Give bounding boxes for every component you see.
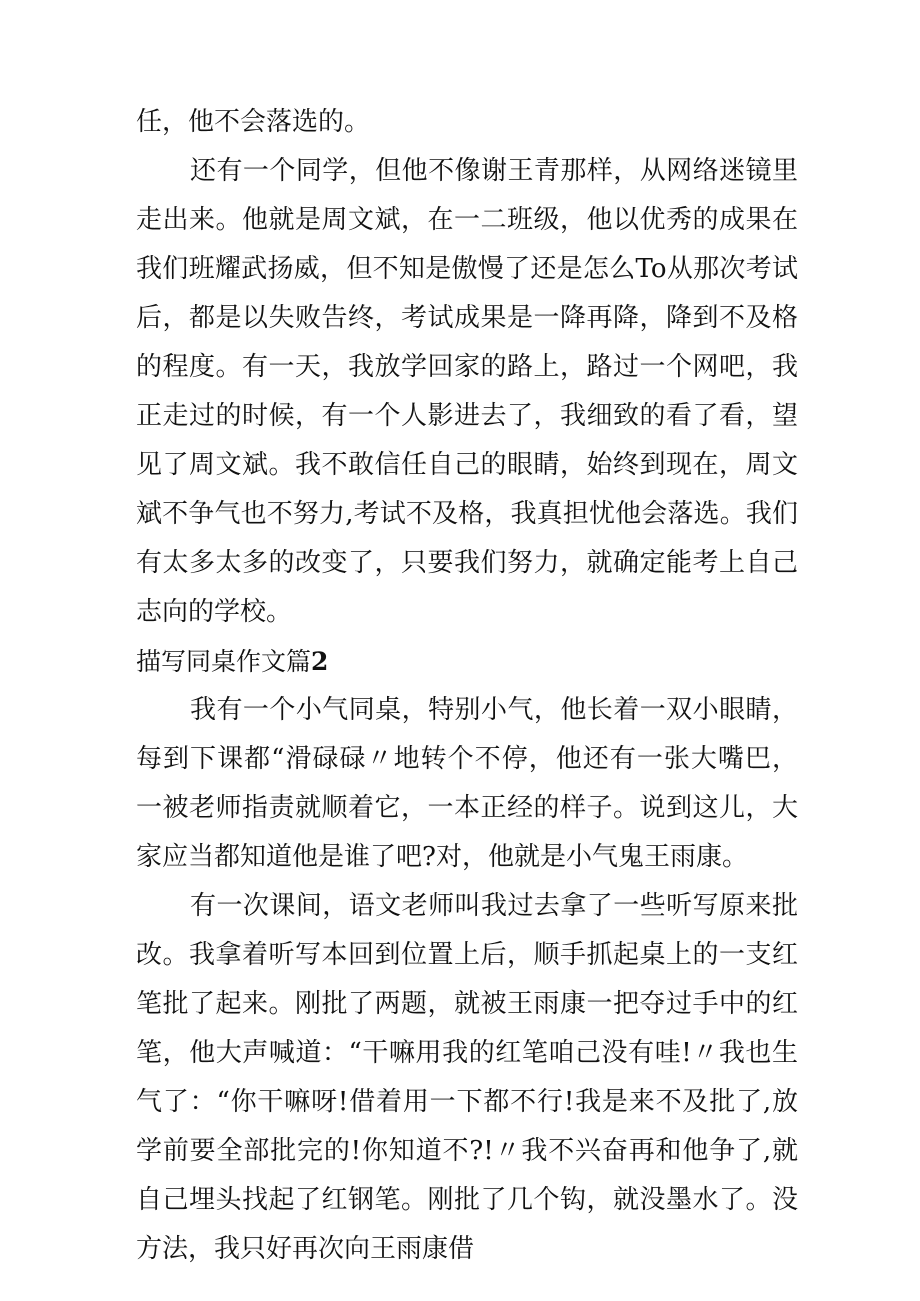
section-heading-number: 2 [311, 647, 329, 676]
paragraph-continuation: 任，他不会落选的。 [136, 107, 371, 137]
section-heading [136, 637, 798, 686]
document-body [136, 98, 798, 1274]
paragraph-stingy-deskmate: 我有一个小气同桌，特别小气，他长着一双小眼睛，每到下课都“滑碌碌〃地转个不停，他还有一张大嘴巴，一被老师指责就顺着它，一本正经的样子。说到这儿，大家应当都知道他是谁了吧?对，他就是小气鬼王雨康。 [136, 695, 798, 872]
paragraph-zhou-wenbin: 还有一个同学，但他不像谢王青那样，从网络迷镜里走出来。他就是周文斌，在一二班级，他以优秀的成果在我们班耀武扬威，但不知是傲慢了还是怎么To从那次考试后，都是以失败告终，考试成果是一降再降，降到不及格的程度。有一天，我放学回家的路上，路过一个网吧，我正走过的时候，有一个人影进去了，我细致的看了看，望见了周文斌。我不敢信任自己的眼睛，始终到现在，周文斌不争气也不努力,考试不及格，我真担忧他会落选。我们有太多太多的改变了，只要我们努力，就确定能考上自己志向的学校。 [136, 156, 798, 627]
section-heading-text: 描写同桌作文篇 [136, 647, 312, 676]
paragraph-red-pen-story: 有一次课间，语文老师叫我过去拿了一些听写原来批改。我拿着听写本回到位置上后，顺手抓起桌上的一支红笔批了起来。刚批了两题，就被王雨康一把夺过手中的红笔，他大声喊道：“干嘛用我的红笔咱己没有哇!〃我也生气了：“你干嘛呀!借着用一下都不行!我是来不及批了,放学前要全部批完的!你知道不?!〃我不兴奋再和他争了,就自己埋头找起了红钢笔。刚批了几个钩，就没墨水了。没方法，我只好再次向王雨康借 [136, 891, 798, 1264]
